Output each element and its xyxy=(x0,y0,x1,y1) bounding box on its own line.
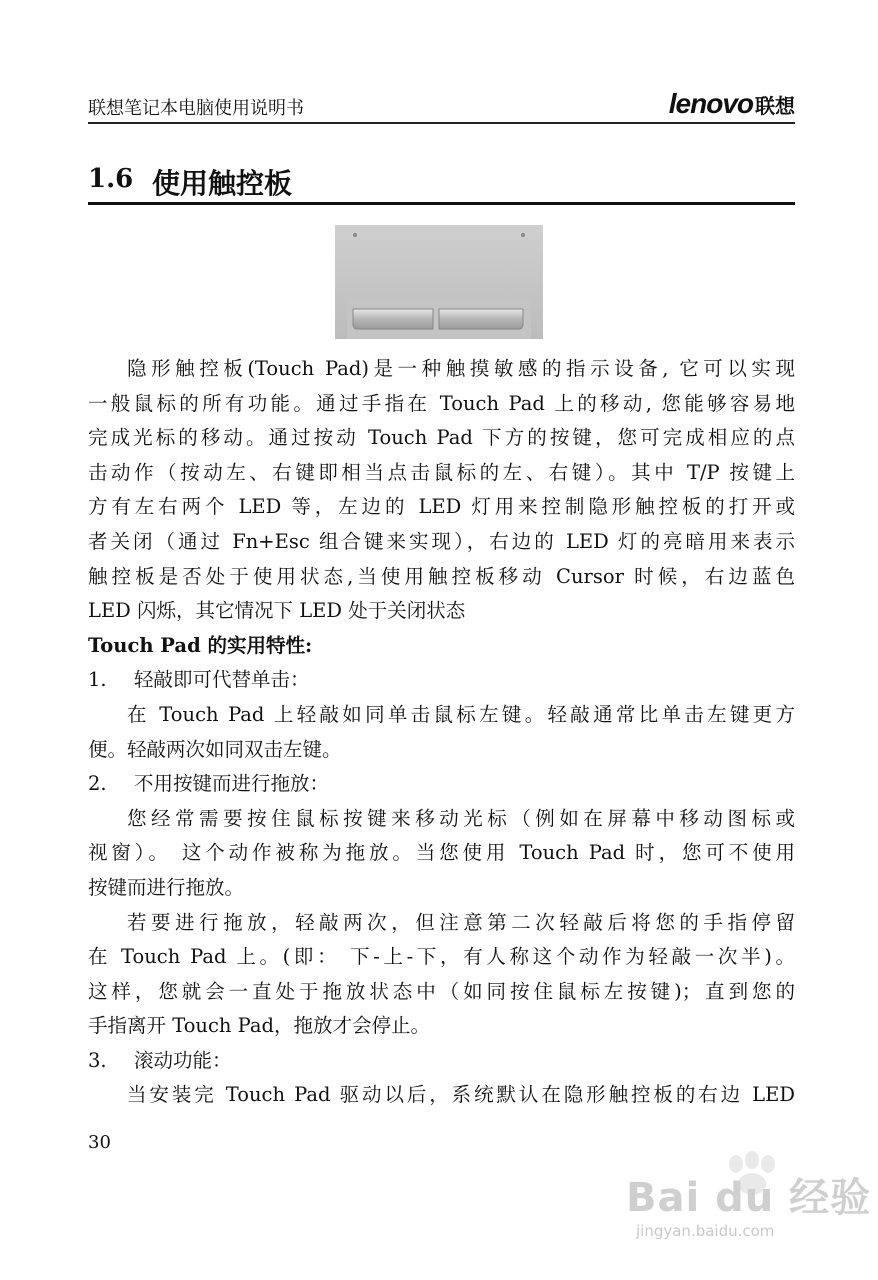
body-text xyxy=(88,352,795,1113)
section-title: 使用触控板 xyxy=(152,167,293,200)
paragraph-line: 若要进行拖放，轻敲两次，但注意第二次轻敲后将您的手指停留 xyxy=(127,910,795,934)
paragraph-line: 您经常需要按住鼠标按键来移动光标（例如在屏幕中移动图标或 xyxy=(127,806,795,830)
paragraph-line: 一般鼠标的所有功能。通过手指在 Touch Pad 上的移动, 您能够容易地 xyxy=(88,391,795,415)
paragraph-line: 触控板是否处于使用状态,当使用触控板移动 Cursor 时候，右边蓝色 xyxy=(88,564,795,588)
features-heading: Touch Pad 的实用特性: xyxy=(88,633,313,657)
paragraph-line: 按键而进行拖放。 xyxy=(88,875,245,899)
brand-name: lenovo xyxy=(668,88,753,119)
list-item-3 xyxy=(88,1044,795,1079)
page-header xyxy=(88,88,795,124)
item-title: 轻敲即可代替单击： xyxy=(134,668,310,692)
paragraph-line: 在 Touch Pad 上轻敲如同单击鼠标左键。轻敲通常比单击左键更方 xyxy=(127,702,795,726)
item-title: 滚动功能： xyxy=(134,1048,232,1072)
paragraph-line: 在 Touch Pad 上。(即： 下-上-下，有人称这个动作为轻敲一次半)。 xyxy=(88,945,795,969)
section-heading xyxy=(88,160,795,205)
paragraph-line: 当安装完 Touch Pad 驱动以后，系统默认在隐形触控板的右边 LED xyxy=(127,1083,795,1107)
item-number: 3. xyxy=(88,1048,107,1072)
watermark-logo: Bai du 经验 xyxy=(626,1175,872,1221)
paragraph-line: 手指离开 Touch Pad，拖放才会停止。 xyxy=(88,1014,431,1038)
item-number: 1. xyxy=(88,668,107,692)
item-title: 不用按键而进行拖放： xyxy=(134,772,330,796)
paragraph-line: 方有左右两个 LED 等，左边的 LED 灯用来控制隐形触控板的打开或 xyxy=(88,495,795,519)
paragraph-line: 隐形触控板(Touch Pad)是一种触摸敏感的指示设备, 它可以实现 xyxy=(127,357,795,380)
brand-name-cn: 联想 xyxy=(755,96,795,118)
watermark-url: jingyan.baidu.com xyxy=(636,1222,775,1240)
paragraph-line: 便。轻敲两次如同双击左键。 xyxy=(88,737,342,761)
paragraph-line: 视窗）。 这个动作被称为拖放。当您使用 Touch Pad 时，您可不使用 xyxy=(88,841,795,865)
document-title: 联想笔记本电脑使用说明书 xyxy=(88,98,304,119)
list-item-1 xyxy=(88,663,795,698)
paragraph-line: 这样，您就会一直处于拖放状态中（如同按住鼠标左按键)；直到您的 xyxy=(88,979,795,1003)
section-number: 1.6 xyxy=(88,164,134,194)
list-item-2 xyxy=(88,767,795,802)
paragraph-line: 完成光标的移动。通过按动 Touch Pad 下方的按键，您可完成相应的点 xyxy=(88,426,795,450)
item-number: 2. xyxy=(88,772,107,796)
page-number: 30 xyxy=(88,1132,111,1153)
paragraph-line: 击动作（按动左、右键即相当点击鼠标的左、右键）。其中 T/P 按键上 xyxy=(88,460,795,484)
lenovo-logo xyxy=(669,88,795,120)
touchpad-photo xyxy=(335,225,543,339)
paragraph-line: 者关闭（通过 Fn+Esc 组合键来实现），右边的 LED 灯的亮暗用来表示 xyxy=(88,529,795,553)
paragraph-line: LED 闪烁，其它情况下 LED 处于关闭状态 xyxy=(88,599,466,623)
